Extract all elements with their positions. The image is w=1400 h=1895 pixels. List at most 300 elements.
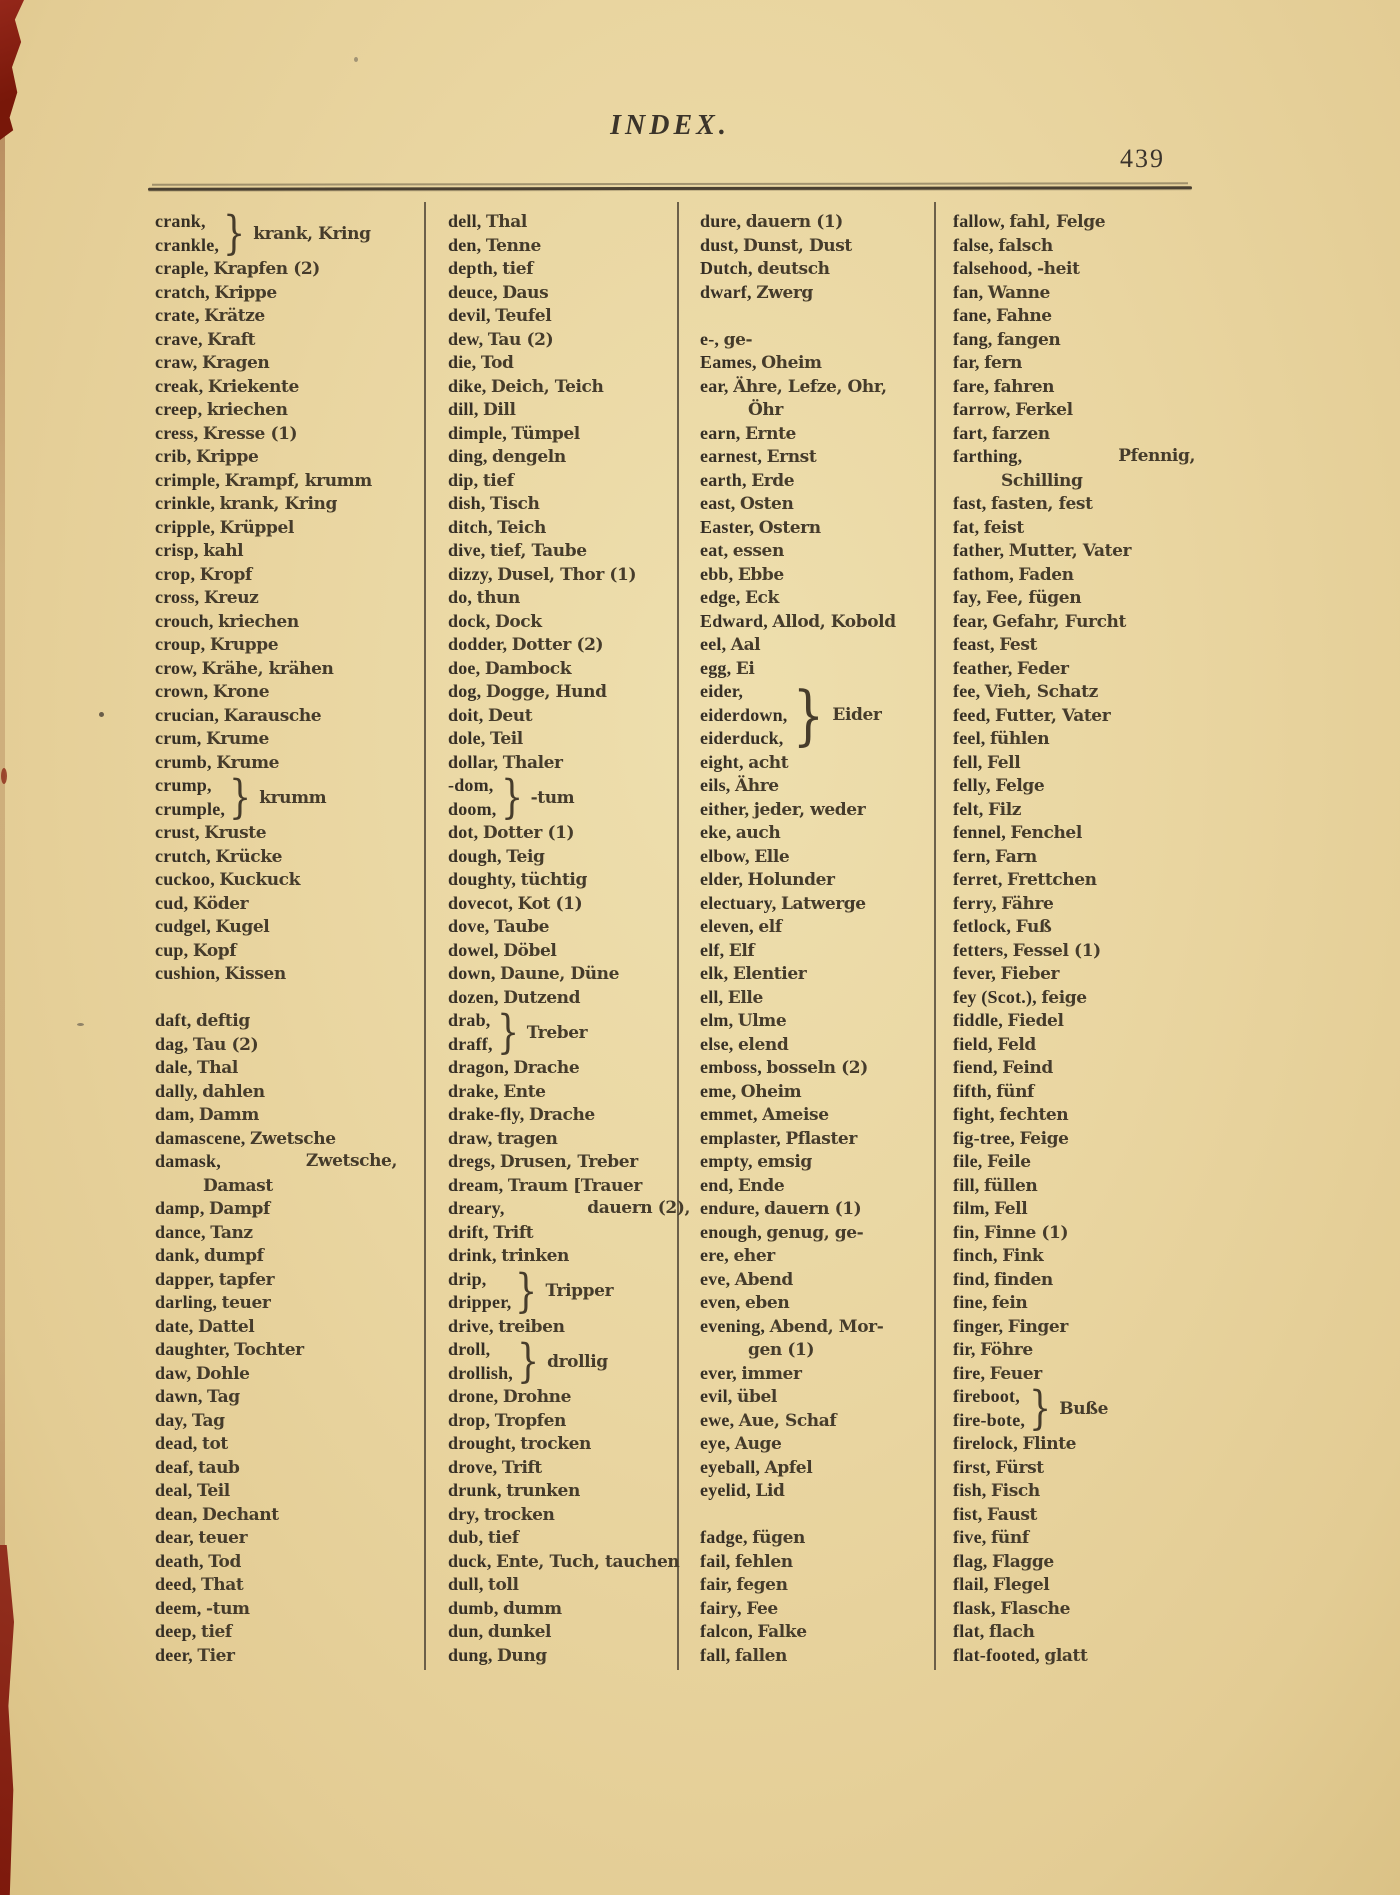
entry-english: dawn,: [155, 1386, 203, 1406]
entry-german: Teufel: [495, 306, 552, 326]
entry-german: Thal: [197, 1058, 238, 1078]
index-entry-brace-group: [953, 1381, 1221, 1435]
index-entry: [155, 1550, 423, 1574]
entry-german: Apfel: [764, 1457, 813, 1478]
index-entry: [448, 1573, 716, 1597]
entry-german: Fee: [746, 1598, 778, 1619]
brace-glyph: }: [1029, 1381, 1052, 1435]
entry-english: dowel,: [448, 939, 499, 960]
entry-german: Dogge, Hund: [485, 682, 607, 702]
index-entry: [155, 610, 423, 634]
entry-german: deutsch: [757, 259, 830, 279]
entry-english: enough,: [700, 1221, 762, 1242]
entry-german: Karausche: [223, 705, 322, 726]
entry-english: dag,: [155, 1033, 189, 1054]
header-rule: [148, 186, 1192, 190]
entry-german: finden: [994, 1269, 1053, 1290]
entry-german: Krippe: [214, 282, 277, 303]
entry-english: dumb,: [448, 1597, 499, 1618]
entry-english: ell,: [700, 986, 724, 1007]
index-entry: [953, 1644, 1221, 1668]
index-column-1: [155, 206, 423, 1667]
index-entry: [953, 1315, 1221, 1339]
entry-english: do,: [448, 587, 473, 607]
entry-english: dragon,: [448, 1057, 509, 1077]
index-entry: [953, 986, 1221, 1010]
index-entry: [700, 1644, 968, 1668]
entry-english: fish,: [953, 1480, 987, 1500]
entry-english: flat,: [953, 1621, 985, 1641]
blank-line: [155, 986, 423, 1010]
entry-german: ge-: [723, 329, 753, 350]
brace-word-stack: [448, 1268, 511, 1315]
entry-english: Edward,: [700, 610, 768, 631]
index-entry: [448, 1315, 716, 1339]
index-entry: [953, 1268, 1221, 1292]
entry-german: deftig: [196, 1011, 250, 1031]
index-entry: [700, 234, 968, 258]
entry-german: Krüppel: [219, 517, 294, 538]
entry-german: Kugel: [215, 917, 270, 937]
entry-english: cross,: [155, 587, 200, 607]
index-entry: [448, 1291, 511, 1315]
entry-english: drone,: [448, 1386, 499, 1406]
index-entry: [155, 1244, 423, 1268]
index-entry: [953, 422, 1221, 446]
entry-english: egg,: [700, 657, 732, 678]
entry-english: deer,: [155, 1644, 193, 1665]
entry-english: dean,: [155, 1503, 198, 1524]
entry-german: tief: [482, 470, 514, 491]
entry-german: Öhr: [748, 400, 783, 420]
entry-english: fever,: [953, 963, 997, 983]
entry-english: drip,: [448, 1268, 487, 1289]
entry-german: Kruppe: [209, 635, 279, 655]
entry-german: falsch: [998, 235, 1053, 256]
entry-german: Kruste: [204, 823, 267, 843]
index-entry: [953, 939, 1221, 963]
entry-english: eiderduck,: [700, 728, 784, 748]
index-entry: [448, 704, 716, 728]
index-entry: [448, 1103, 716, 1127]
entry-english: dun,: [448, 1621, 484, 1641]
index-entry: [953, 586, 1221, 610]
entry-english: cudgel,: [155, 916, 211, 936]
index-entry: [700, 798, 968, 822]
entry-english: fiddle,: [953, 1010, 1003, 1030]
entry-english: elbow,: [700, 845, 750, 866]
entry-german: Tag: [191, 1410, 225, 1431]
index-entry-brace-group: [700, 677, 968, 754]
entry-english: doughty,: [448, 869, 517, 889]
entry-german: essen: [732, 541, 784, 561]
index-entry: [155, 1432, 423, 1456]
binding-mark-bottom-left: [0, 1545, 14, 1895]
index-entry: [700, 1103, 968, 1127]
entry-english: eke,: [700, 822, 732, 842]
index-entry-brace-group: [155, 770, 423, 824]
entry-german: teuer: [221, 1293, 271, 1313]
entry-english: crum,: [155, 728, 202, 748]
entry-english: damp,: [155, 1198, 205, 1218]
entry-english: fast,: [953, 493, 987, 513]
index-entry: [700, 516, 968, 540]
index-entry: [953, 1362, 1221, 1386]
entry-english: flask,: [953, 1597, 996, 1618]
column-divider-1: [424, 202, 426, 1670]
index-entry: [448, 610, 716, 634]
entry-english: drab,: [448, 1010, 491, 1030]
entry-german: Köder: [192, 893, 249, 914]
entry-english: cripple,: [155, 516, 216, 537]
entry-english: eat,: [700, 540, 729, 560]
entry-german: Vieh, Schatz: [984, 682, 1098, 702]
entry-english: dill,: [448, 399, 479, 419]
entry-english: feed,: [953, 704, 991, 725]
index-entry: [448, 1409, 716, 1433]
entry-german: Krapfen (2): [213, 259, 320, 279]
entry-german: feist: [983, 517, 1024, 538]
index-entry: [448, 469, 716, 493]
entry-english: crumple,: [155, 798, 226, 819]
index-entry: [953, 281, 1221, 305]
entry-german: Daus: [502, 282, 549, 303]
index-entry: [155, 516, 423, 540]
entry-german: dauern (1): [745, 212, 843, 232]
index-entry: [953, 210, 1221, 234]
entry-german: Gefahr, Furcht: [992, 611, 1126, 632]
entry-german: Kreuz: [203, 588, 259, 608]
index-entry: [155, 962, 423, 986]
index-entry: [953, 1479, 1221, 1503]
entry-english: end,: [700, 1174, 734, 1195]
entry-english: dell,: [448, 211, 482, 231]
index-entry: [953, 774, 1221, 798]
entry-english: doe,: [448, 657, 481, 678]
entry-english: eyeball,: [700, 1456, 761, 1477]
entry-english: ferry,: [953, 892, 997, 913]
entry-german: Mutter, Vater: [1008, 541, 1132, 561]
entry-english: draw,: [448, 1127, 493, 1148]
index-entry: [155, 774, 225, 798]
index-entry: [953, 1550, 1221, 1574]
entry-english: felly,: [953, 775, 991, 795]
entry-german: Tropfen: [494, 1410, 566, 1431]
index-entry: [155, 1479, 423, 1503]
entry-english: eyelid,: [700, 1480, 751, 1500]
entry-german: Kragen: [201, 353, 270, 373]
entry-german: dahlen: [202, 1081, 265, 1102]
entry-english: fang,: [953, 328, 993, 349]
brace-word-stack: [700, 680, 788, 751]
entry-english: darling,: [155, 1292, 218, 1312]
entry-german: Damast: [203, 1175, 273, 1196]
index-entry: [953, 351, 1221, 375]
entry-english: dizzy,: [448, 563, 493, 584]
index-entry: [155, 445, 423, 469]
binding-speck: [1, 768, 7, 784]
index-entry: [155, 892, 423, 916]
entry-english: fall,: [700, 1644, 731, 1665]
entry-german: dauern (1): [764, 1199, 862, 1219]
entry-german: Traum [Trauer: [507, 1175, 642, 1196]
entry-english: cress,: [155, 422, 199, 443]
entry-german: Dunst, Dust: [743, 235, 852, 256]
entry-english: crimple,: [155, 469, 221, 490]
continuation-line: [953, 469, 1221, 493]
index-entry: [700, 1479, 968, 1503]
entry-german: dunkel: [487, 1622, 552, 1642]
entry-german: Tier: [197, 1645, 235, 1666]
index-entry: [700, 445, 968, 469]
index-entry: [448, 210, 716, 234]
index-entry: [155, 1033, 423, 1057]
entry-english: fiend,: [953, 1057, 998, 1077]
entry-english: finch,: [953, 1245, 998, 1265]
entry-german: Kriekente: [207, 376, 299, 397]
entry-german: kahl: [203, 541, 244, 561]
entry-german: Teil: [490, 729, 523, 749]
entry-english: fireboot,: [953, 1386, 1020, 1406]
entry-german: Drohne: [502, 1387, 572, 1407]
index-entry: [155, 1362, 423, 1386]
index-entry: [448, 422, 716, 446]
entry-english: fair,: [700, 1574, 732, 1594]
index-entry: [953, 1338, 1221, 1362]
entry-english: crutch,: [155, 845, 211, 866]
entry-german: Flinte: [1022, 1434, 1077, 1454]
entry-english: crinkle,: [155, 493, 216, 513]
entry-english: elk,: [700, 963, 729, 983]
entry-english: deed,: [155, 1574, 197, 1594]
entry-english: ebb,: [700, 563, 734, 584]
index-entry: [448, 1644, 716, 1668]
entry-german: fallen: [735, 1645, 788, 1666]
index-entry: [155, 563, 423, 587]
entry-english: else,: [700, 1033, 734, 1054]
index-entry: [155, 821, 423, 845]
entry-german: Fisch: [991, 1481, 1040, 1501]
index-entry: [953, 234, 1221, 258]
entry-english: crow,: [155, 657, 198, 678]
index-entry: [155, 1409, 423, 1433]
entry-english: even,: [700, 1292, 741, 1312]
entry-german: fahl, Felge: [1009, 212, 1106, 232]
index-entry: [448, 1221, 716, 1245]
index-entry: [155, 375, 423, 399]
entry-english: felt,: [953, 798, 984, 819]
index-entry: [953, 657, 1221, 681]
entry-german: Tenne: [485, 235, 541, 256]
entry-english: earn,: [700, 422, 741, 443]
entry-english: eme,: [700, 1080, 737, 1101]
entry-german: Osten: [740, 494, 794, 514]
entry-german: fechten: [999, 1105, 1069, 1125]
entry-english: crucian,: [155, 704, 220, 725]
index-entry: [155, 586, 423, 610]
index-entry: [448, 892, 716, 916]
entry-english: fail,: [700, 1550, 731, 1571]
index-entry: [953, 1432, 1221, 1456]
entry-german: Elle: [754, 846, 790, 867]
index-entry: [953, 492, 1221, 516]
entry-english: fill,: [953, 1174, 980, 1195]
entry-german: Zwetsche: [250, 1128, 336, 1149]
index-entry: [953, 1620, 1221, 1644]
index-entry: [448, 1550, 716, 1574]
entry-english: dollar,: [448, 751, 499, 772]
index-entry: [155, 1620, 423, 1644]
entry-english: dally,: [155, 1080, 198, 1101]
index-entry: [155, 257, 423, 281]
entry-english: fig-tree,: [953, 1127, 1015, 1148]
entry-english: flat-footed,: [953, 1644, 1040, 1665]
entry-english: creak,: [155, 375, 204, 396]
entry-german: Daune, Düne: [500, 964, 620, 984]
index-entry: [953, 1597, 1221, 1621]
index-entry: [700, 1526, 968, 1550]
entry-english: ear,: [700, 375, 729, 396]
entry-english: death,: [155, 1550, 204, 1571]
entry-german: Eider: [832, 705, 882, 726]
entry-german: Dung: [497, 1645, 547, 1666]
index-entry-brace-group: [155, 206, 423, 260]
entry-english: earnest,: [700, 446, 763, 466]
entry-english: dock,: [448, 610, 491, 631]
index-entry: [155, 751, 423, 775]
index-entry: [448, 1385, 716, 1409]
entry-german: Drache: [529, 1105, 595, 1125]
entry-english: dovecot,: [448, 892, 514, 913]
entry-english: cuckoo,: [155, 869, 215, 889]
entry-english: dew,: [448, 328, 484, 349]
entry-english: fare,: [953, 375, 990, 396]
entry-german: Taube: [494, 917, 550, 937]
entry-german: Trift: [493, 1222, 534, 1243]
index-entry: [448, 563, 716, 587]
entry-english: eleven,: [700, 916, 754, 936]
index-entry: [155, 1103, 423, 1127]
entry-english: empty,: [700, 1151, 753, 1171]
entry-english: fat,: [953, 516, 980, 537]
entry-german: elf: [758, 917, 782, 937]
entry-german: Deut: [488, 705, 533, 726]
index-entry: [448, 1338, 513, 1362]
index-entry: [448, 586, 716, 610]
index-entry: [448, 1620, 716, 1644]
brace-glyph: }: [223, 206, 246, 260]
index-entry: [448, 351, 716, 375]
index-entry: [953, 1503, 1221, 1527]
entry-english: ditch,: [448, 516, 493, 537]
brace-word-stack: [155, 210, 219, 257]
entry-english: fetters,: [953, 939, 1009, 960]
entry-english: drunk,: [448, 1480, 502, 1500]
entry-german: Wanne: [987, 282, 1050, 303]
page-title: INDEX.: [610, 110, 730, 141]
entry-english: dive,: [448, 540, 486, 560]
entry-german: Kuckuck: [219, 870, 300, 890]
header-rule-thin: [152, 182, 1188, 185]
index-entry: [155, 704, 423, 728]
index-entry: [700, 1127, 968, 1151]
entry-english: fairy,: [700, 1597, 742, 1618]
entry-german: Fell: [994, 1199, 1028, 1219]
index-entry-brace-group: [448, 1263, 716, 1318]
entry-german: bosseln (2): [766, 1058, 868, 1078]
entry-german: fern: [984, 353, 1022, 373]
entry-german: Thal: [486, 212, 527, 232]
index-column-3: [700, 210, 968, 1667]
index-entry: [155, 1573, 423, 1597]
entry-english: edge,: [700, 587, 741, 607]
entry-english: drift,: [448, 1221, 489, 1242]
entry-english: drake-fly,: [448, 1104, 525, 1124]
entry-german: Fee, fügen: [985, 588, 1082, 608]
entry-german: Holunder: [747, 870, 835, 890]
entry-english: east,: [700, 493, 736, 513]
entry-german: dumpf: [204, 1246, 264, 1266]
brace-glyph: }: [792, 677, 824, 754]
entry-english: ding,: [448, 446, 488, 466]
entry-english: fell,: [953, 751, 983, 772]
index-entry: [953, 798, 1221, 822]
entry-english: ere,: [700, 1245, 729, 1265]
continuation-line: [700, 398, 968, 422]
index-entry: [700, 610, 968, 634]
binding-mark-top-left: [0, 0, 24, 140]
index-entry: [953, 445, 1195, 469]
entry-english: dregs,: [448, 1151, 496, 1171]
entry-german: Elf: [728, 940, 755, 961]
entry-german: Pflaster: [785, 1128, 857, 1149]
entry-german: Abend: [734, 1269, 793, 1290]
entry-german: Ente, Tuch, tauchen: [496, 1551, 680, 1572]
index-entry: [448, 868, 716, 892]
entry-english: dike,: [448, 375, 487, 396]
index-entry: [700, 821, 968, 845]
entry-german: übel: [737, 1387, 777, 1407]
index-entry: [700, 492, 968, 516]
entry-german: trinken: [501, 1246, 570, 1266]
entry-english: elm,: [700, 1010, 734, 1030]
index-entry: [448, 1503, 716, 1527]
entry-german: Dill: [483, 400, 516, 420]
index-entry: [700, 1432, 968, 1456]
index-entry: [155, 351, 423, 375]
entry-english: ever,: [700, 1362, 737, 1383]
index-entry: [700, 1291, 968, 1315]
index-entry: [448, 1174, 716, 1198]
entry-german: Fessel (1): [1012, 940, 1101, 961]
entry-german: Futter, Vater: [994, 705, 1111, 726]
entry-german: krumm: [259, 787, 327, 808]
entry-english: dish,: [448, 493, 486, 513]
index-entry: [700, 1244, 968, 1268]
entry-english: doom,: [448, 798, 497, 819]
entry-german: Faden: [1018, 564, 1074, 585]
entry-english: damask,: [155, 1151, 221, 1171]
index-entry: [700, 939, 968, 963]
entry-german: Deich, Teich: [491, 376, 604, 397]
entry-english: down,: [448, 963, 496, 983]
entry-german: fasten, fest: [991, 494, 1093, 514]
entry-german: fehlen: [735, 1551, 793, 1572]
index-entry: [700, 1268, 968, 1292]
index-entry: [448, 821, 716, 845]
index-entry: [155, 1597, 423, 1621]
index-entry: [155, 633, 423, 657]
